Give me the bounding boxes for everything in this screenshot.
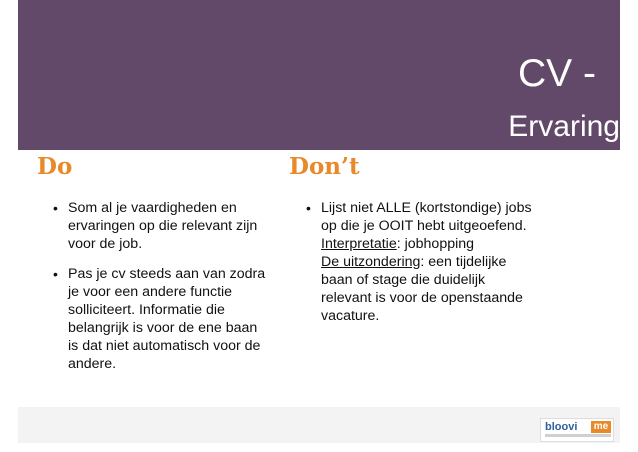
slide-subtitle: Ervaring	[508, 110, 620, 143]
interpretation-text: : jobhopping	[396, 236, 475, 252]
slide-title: CV -	[518, 52, 596, 95]
exception-label: De uitzondering	[321, 254, 421, 270]
logo-accent: me	[591, 421, 611, 433]
list-item	[306, 199, 536, 325]
dont-list	[306, 199, 536, 325]
dont-heading: Don’t	[289, 153, 360, 180]
do-heading: Do	[37, 153, 73, 180]
logo-word: bloovi	[545, 421, 578, 433]
interpretation-label: Interpretatie	[321, 236, 397, 252]
dont-item-text: Lijst niet ALLE (kortstondige) jobs op die je OOIT hebt uitgeoefend.	[321, 200, 532, 234]
footer-band	[18, 407, 620, 443]
title-banner	[18, 0, 620, 150]
logo-tagline-bar	[545, 434, 611, 437]
list-item: • Som al je vaardigheden en ervaringen op die relevant zijn voor de job.	[53, 199, 268, 253]
do-list	[53, 199, 268, 373]
bloovime-logo-icon	[540, 418, 614, 442]
list-item: • Pas je cv steeds aan van zodra je voor een andere functie solliciteert. Informatie die belangrijk is voor de ene baan is dat niet automatisch voor de andere.	[53, 265, 268, 373]
exception-text: : een tijdelijke baan of stage die duidelijk relevant is voor de openstaande vacature.	[321, 254, 523, 324]
